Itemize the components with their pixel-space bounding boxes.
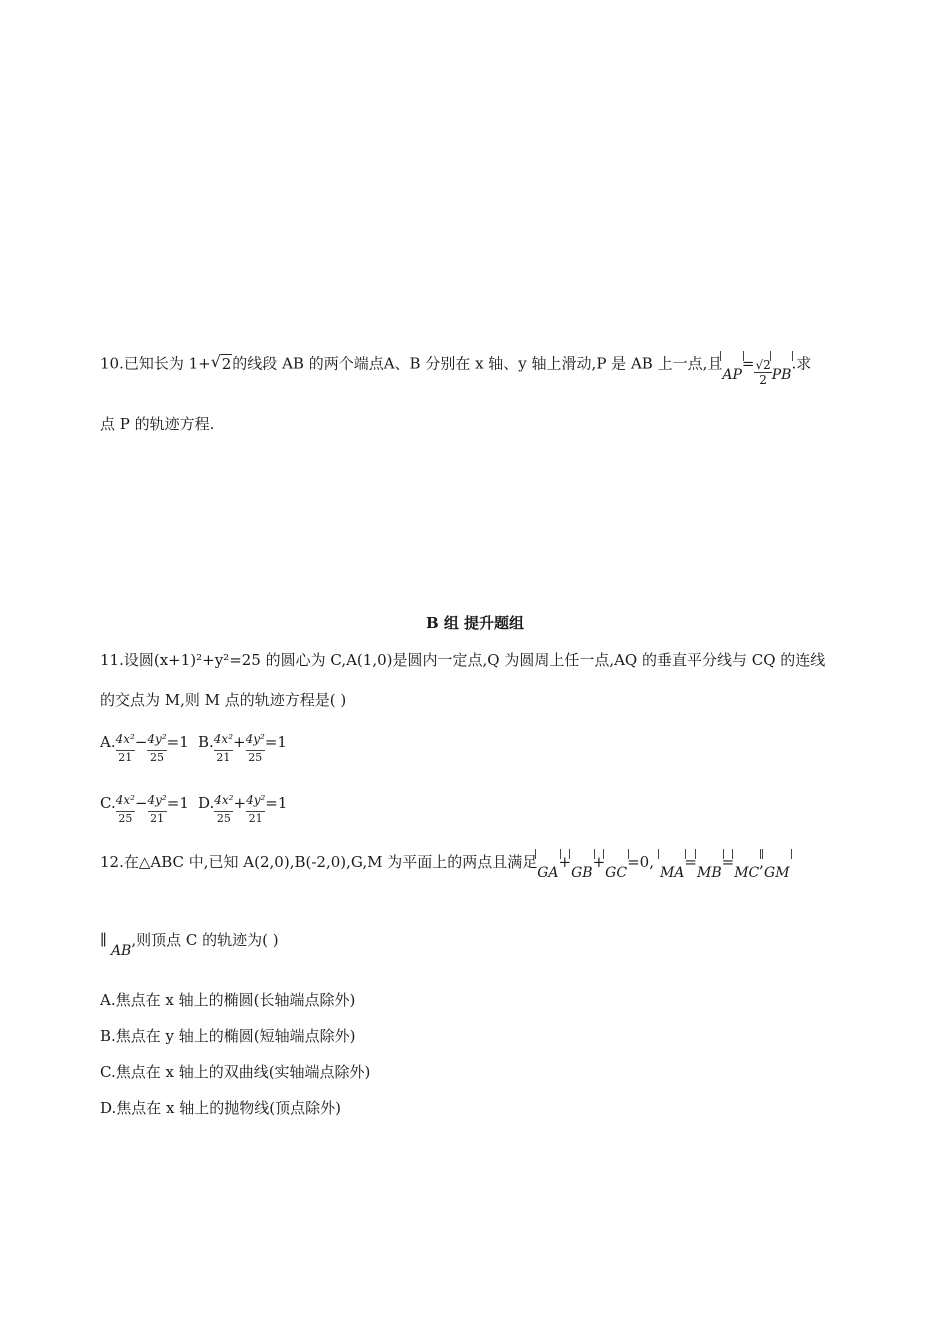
fraction-sqrt2-over-2: $\frac{√2}{2}$ [755,358,771,387]
q12-option-c[interactable]: C.焦点在 x 轴上的双曲线(实轴端点除外) [100,1063,371,1081]
q11-option-c[interactable]: C. $\frac{\text{4x²}}{25}$ − $\frac{\text{4y²}}{21}$ =1 [100,793,189,825]
vector-gm: GM [764,863,790,883]
q12-option-a[interactable]: A.焦点在 x 轴上的椭圆(长轴端点除外) [100,991,356,1009]
q10-text-a: 10.已知长为 1+ [100,354,211,373]
q10-text-c: .求 [791,354,812,373]
q12-line2 [100,930,279,959]
q10-line2: 点 P 的轨迹方程. [100,415,215,433]
q11-line2: 的交点为 M,则 M 点的轨迹方程是( ) [100,691,347,709]
parallel-symbol: ∥ [100,931,107,949]
sqrt-2: √ 2 [210,351,232,373]
q12-line1: 12.在△ABC 中,已知 A(2,0),B(-2,0),G,M 为平面上的两点且满足 GA+ GB+ GC=0, MA= MB= MC, GM [100,852,790,873]
vector-ga: GA [537,863,558,883]
q10-eq: = [741,354,755,373]
q12-option-d[interactable]: D.焦点在 x 轴上的抛物线(顶点除外) [100,1099,341,1117]
vector-ap: AP [722,365,742,385]
vector-pb: PB [772,365,792,385]
q12-text-2: ,则顶点 C 的轨迹为( ) [131,931,279,949]
q12-text: 12.在△ABC 中,已知 A(2,0),B(-2,0),G,M 为平面上的两点且满足 [100,853,538,871]
q10-line1 [100,350,812,387]
q11-line1: 11.设圆(x+1)²+y²=25 的圆心为 C,A(1,0)是圆内一定点,Q 为圆周上任一点,AQ 的垂直平分线与 CQ 的连线 [100,651,826,669]
vector-gb: GB [571,863,592,883]
vector-ab: AB [110,943,132,959]
section-b-heading: B 组 提升题组 [425,614,525,632]
q11-option-d[interactable]: D. $\frac{\text{4x²}}{25}$ + $\frac{\text{4y²}}{21}$ =1 [198,793,288,825]
q11-option-b[interactable]: B. $\frac{\text{4x²}}{21}$ + $\frac{\text{4y²}}{25}$ =1 [198,732,287,764]
vector-ma: MA [660,863,684,883]
q12-option-b[interactable]: B.焦点在 y 轴上的椭圆(短轴端点除外) [100,1027,356,1045]
vector-mc: MC [734,863,759,883]
vector-mb: MB [697,863,722,883]
q10-text-b: 的线段 AB 的两个端点A、B 分别在 x 轴、y 轴上滑动,P 是 AB 上一点,且 [232,354,723,373]
vector-gc: GC [605,863,627,883]
q11-option-a[interactable]: A. $\frac{\text{4x²}}{21}$ − $\frac{\text{4y²}}{25}$ =1 [100,732,189,764]
